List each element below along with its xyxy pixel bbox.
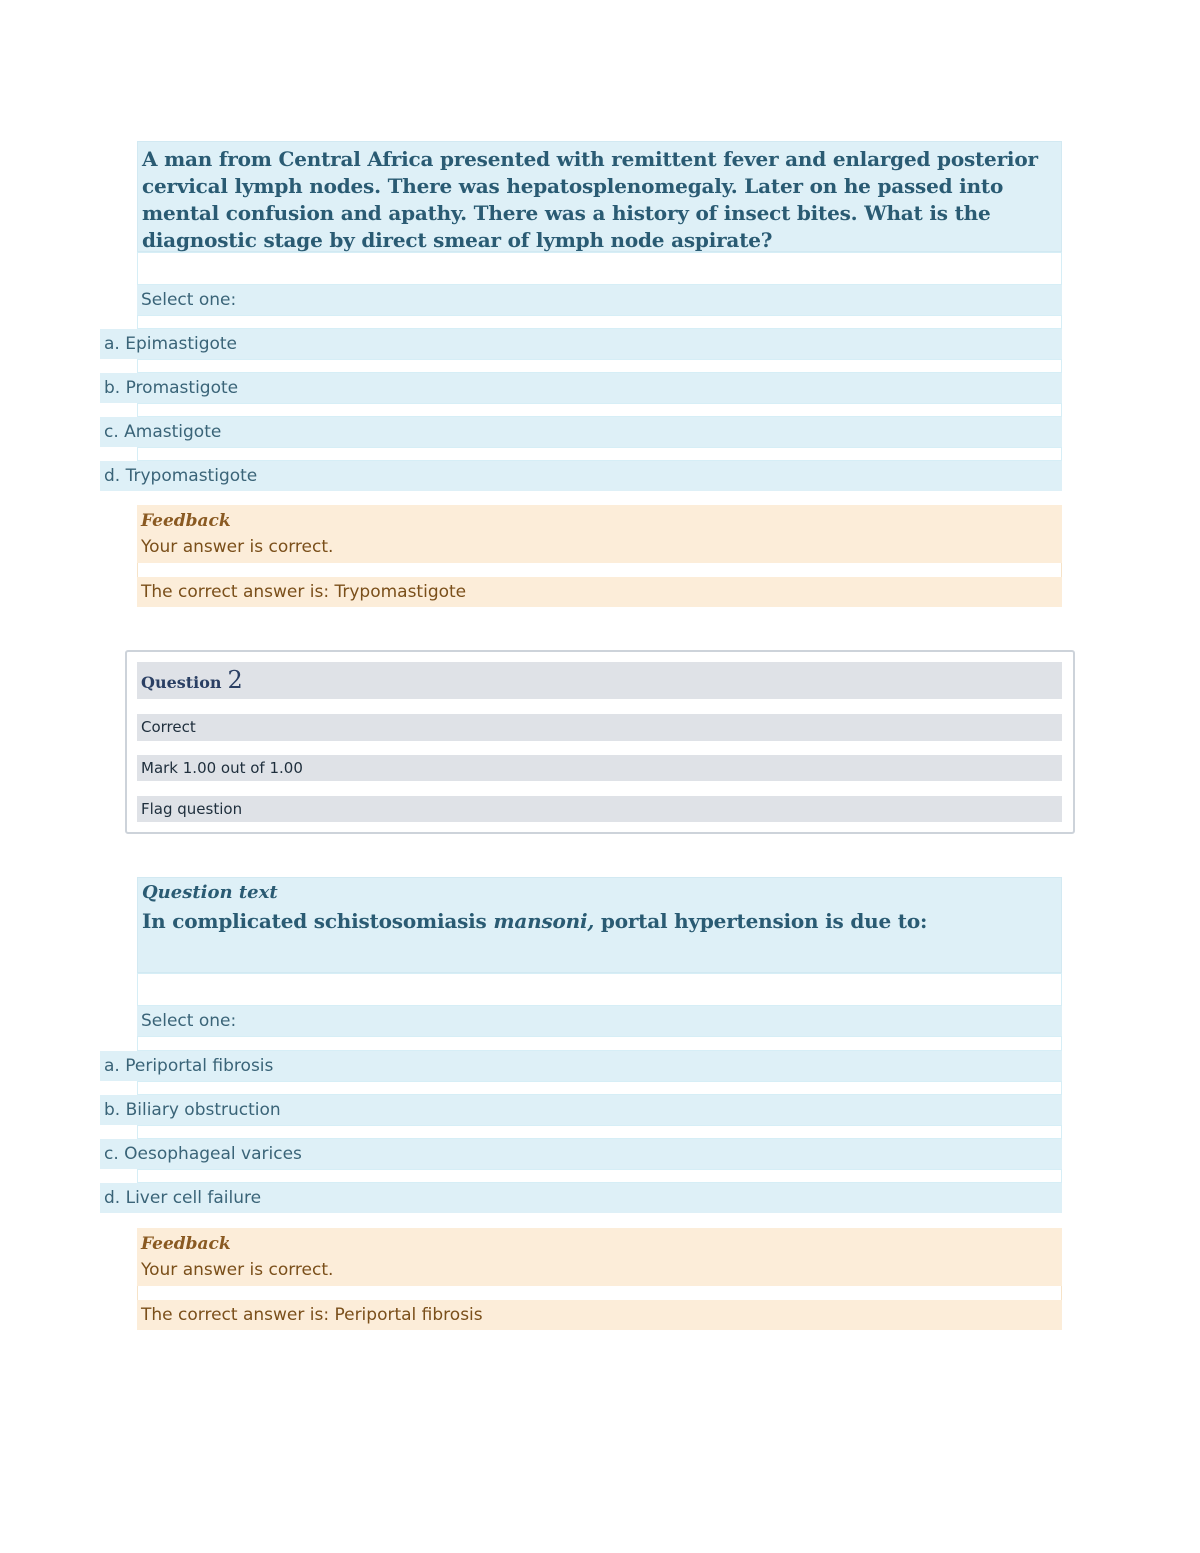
divider [137, 1081, 1062, 1095]
question-number: 2 [227, 666, 243, 694]
feedback-box [137, 1228, 1062, 1286]
correct-answer-text: The correct answer is: Trypomastigote [137, 577, 1062, 607]
feedback-text: Your answer is correct. [141, 537, 334, 557]
answer-option-d[interactable]: d. Trypomastigote [100, 461, 1062, 491]
answer-option-c[interactable]: c. Amastigote [100, 417, 1062, 447]
correct-answer-text: The correct answer is: Periportal fibrosis [137, 1300, 1062, 1330]
question-2-text [138, 906, 1061, 936]
feedback-text: Your answer is correct. [141, 1260, 334, 1280]
question-2-text-part: In complicated schistosomiasis [142, 909, 494, 933]
feedback-title: Feedback [141, 511, 231, 531]
divider [137, 1169, 1062, 1183]
divider [137, 1125, 1062, 1139]
question-1-spacer [137, 252, 1062, 285]
question-1-text: A man from Central Africa presented with remittent fever and enlarged posterior cervical lymph nodes. There was hepatosplenomegaly. Later on he passed into mental confusion and apathy. There was a history of insect bites. What is the diagnostic stage by direct smear of lymph node aspirate? [142, 147, 1038, 252]
question-mark: Mark 1.00 out of 1.00 [137, 755, 1062, 781]
question-2-text-block [137, 877, 1062, 973]
feedback-title: Feedback [141, 1234, 231, 1254]
answer-option-a[interactable]: a. Epimastigote [100, 329, 1062, 359]
divider [137, 563, 1062, 577]
divider [137, 1286, 1062, 1300]
divider [137, 315, 1062, 329]
select-one-label: Select one: [137, 285, 1062, 315]
divider [137, 1036, 1062, 1051]
question-label: Question [141, 673, 222, 692]
answer-option-c[interactable]: c. Oesophageal varices [100, 1139, 1062, 1169]
answer-option-d[interactable]: d. Liver cell failure [100, 1183, 1062, 1213]
divider [137, 447, 1062, 461]
question-2-text-italic: mansoni, [493, 909, 595, 933]
flag-question-link[interactable]: Flag question [137, 796, 1062, 822]
question-2-spacer [137, 973, 1062, 1006]
question-text-title: Question text [142, 882, 278, 903]
answer-option-b[interactable]: b. Promastigote [100, 373, 1062, 403]
answer-option-b[interactable]: b. Biliary obstruction [100, 1095, 1062, 1125]
question-2-text-part: portal hypertension is due to: [594, 909, 928, 933]
question-1-text-block [137, 141, 1062, 252]
feedback-box [137, 505, 1062, 563]
question-status: Correct [137, 714, 1062, 741]
select-one-label: Select one: [137, 1006, 1062, 1036]
question-number-row [137, 662, 1062, 699]
answer-option-a[interactable]: a. Periportal fibrosis [100, 1051, 1062, 1081]
divider [137, 359, 1062, 373]
divider [137, 403, 1062, 417]
